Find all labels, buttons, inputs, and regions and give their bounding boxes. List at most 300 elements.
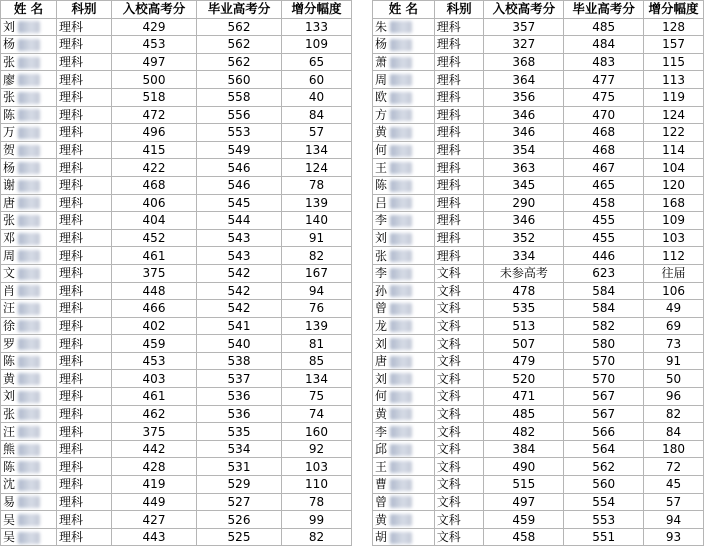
- table-row: [1, 141, 352, 159]
- entry-score-cell: [484, 493, 564, 511]
- grad-score-cell: [197, 335, 282, 353]
- name-cell: [1, 247, 57, 265]
- name-cell: [1, 212, 57, 230]
- name-cell: [1, 317, 57, 335]
- redacted-name-blur: [390, 320, 412, 332]
- entry-score-cell: [112, 511, 197, 529]
- grad-score-cell: [564, 405, 644, 423]
- entry-score-cell-text: 459: [512, 512, 536, 527]
- gain-cell: [282, 388, 352, 406]
- redacted-name-blur: [390, 356, 412, 368]
- grad-score-cell: [564, 440, 644, 458]
- name-cell-text: 萧: [375, 55, 388, 70]
- name-cell-text: 黄: [375, 406, 388, 421]
- entry-score-cell-text: 384: [512, 442, 536, 457]
- subject-cell: [57, 159, 112, 177]
- gain-cell-text: 168: [662, 195, 685, 210]
- redacted-name-blur: [390, 338, 412, 350]
- redacted-name-blur: [18, 145, 40, 157]
- grad-score-cell: [197, 423, 282, 441]
- grad-score-cell-text: 584: [592, 283, 616, 298]
- gain-cell: [644, 159, 704, 177]
- table-row: [373, 370, 704, 388]
- subject-cell: [434, 176, 484, 194]
- entry-score-cell: [484, 194, 564, 212]
- entry-score-cell-text: 515: [512, 477, 536, 492]
- grad-score-cell: [197, 511, 282, 529]
- subject-cell: [57, 493, 112, 511]
- header-entry-score: 入校高考分: [112, 1, 197, 19]
- entry-score-cell: [112, 317, 197, 335]
- entry-score-cell-text: 496: [142, 125, 166, 140]
- subject-cell: [434, 476, 484, 494]
- name-cell-text: 肖: [3, 283, 16, 298]
- entry-score-cell-text: 443: [142, 530, 166, 545]
- entry-score-cell: [484, 229, 564, 247]
- subject-cell: [57, 511, 112, 529]
- redacted-name-blur: [390, 57, 412, 69]
- name-cell: [373, 264, 435, 282]
- subject-cell: [57, 71, 112, 89]
- grad-score-cell-text: 546: [227, 160, 251, 175]
- gain-cell: [644, 124, 704, 142]
- redacted-name-blur: [390, 496, 412, 508]
- grad-score-cell-text: 623: [592, 266, 616, 281]
- subject-cell-text: 文科: [436, 283, 461, 298]
- subject-cell: [434, 370, 484, 388]
- name-cell-text: 孙: [375, 283, 388, 298]
- name-cell: [373, 352, 435, 370]
- entry-score-cell-text: 346: [512, 107, 536, 122]
- grad-score-cell: [197, 528, 282, 546]
- header-subject: 科别: [57, 1, 112, 19]
- entry-score-cell-text: 448: [142, 283, 166, 298]
- name-cell: [1, 300, 57, 318]
- name-cell: [373, 18, 435, 36]
- subject-cell-text: 理科: [59, 283, 84, 298]
- name-cell: [373, 53, 435, 71]
- name-cell: [1, 352, 57, 370]
- grad-score-cell: [197, 212, 282, 230]
- subject-cell-text: 理科: [59, 266, 84, 281]
- redacted-name-blur: [390, 444, 412, 456]
- grad-score-cell: [197, 53, 282, 71]
- grad-score-cell-text: 567: [592, 406, 616, 421]
- name-cell: [373, 71, 435, 89]
- gain-cell: [644, 388, 704, 406]
- table-row: [1, 159, 352, 177]
- redacted-name-blur: [18, 268, 40, 280]
- subject-cell-text: 文科: [436, 459, 461, 474]
- subject-cell: [57, 36, 112, 54]
- grad-score-cell-text: 527: [227, 494, 251, 509]
- subject-cell: [434, 194, 484, 212]
- grad-score-cell-text: 564: [592, 442, 616, 457]
- grad-score-cell-text: 553: [227, 125, 251, 140]
- entry-score-cell: [484, 159, 564, 177]
- gain-cell-text: 180: [662, 442, 685, 457]
- entry-score-cell-text: 518: [142, 90, 166, 105]
- name-cell: [373, 194, 435, 212]
- name-cell-text: 何: [375, 389, 388, 404]
- entry-score-cell-text: 427: [142, 512, 166, 527]
- gain-cell-text: 134: [305, 143, 328, 158]
- entry-score-cell: [112, 282, 197, 300]
- redacted-name-blur: [390, 408, 412, 420]
- entry-score-cell: [484, 124, 564, 142]
- table-row: [1, 528, 352, 546]
- gain-cell-text: 82: [308, 248, 325, 263]
- gain-cell: [644, 370, 704, 388]
- grad-score-cell-text: 468: [592, 125, 616, 140]
- gain-cell: [644, 71, 704, 89]
- gain-cell-text: 75: [308, 389, 325, 404]
- grad-score-cell-text: 562: [227, 19, 251, 34]
- name-cell: [373, 247, 435, 265]
- entry-score-cell: [112, 247, 197, 265]
- grad-score-cell-text: 543: [227, 248, 251, 263]
- name-cell-text: 张: [3, 406, 16, 421]
- name-cell-text: 张: [3, 213, 16, 228]
- entry-score-cell-text: 422: [142, 160, 166, 175]
- entry-score-cell-text: 428: [142, 459, 166, 474]
- name-cell: [373, 106, 435, 124]
- subject-cell: [57, 247, 112, 265]
- entry-score-cell-text: 375: [142, 424, 166, 439]
- gain-cell: [644, 212, 704, 230]
- grad-score-cell-text: 542: [227, 283, 251, 298]
- gain-cell-text: 69: [665, 318, 682, 333]
- subject-cell: [57, 106, 112, 124]
- subject-cell: [57, 405, 112, 423]
- gain-cell-text: 73: [665, 336, 682, 351]
- redacted-name-blur: [18, 57, 40, 69]
- redacted-name-blur: [390, 532, 412, 544]
- gain-cell: [282, 88, 352, 106]
- subject-cell-text: 理科: [59, 530, 84, 545]
- gain-cell: [644, 458, 704, 476]
- gain-cell: [282, 36, 352, 54]
- grad-score-cell-text: 526: [227, 512, 251, 527]
- redacted-name-blur: [18, 461, 40, 473]
- redacted-name-blur: [18, 109, 40, 121]
- entry-score-cell: [484, 141, 564, 159]
- grad-score-cell: [197, 300, 282, 318]
- subject-cell: [57, 194, 112, 212]
- name-cell-text: 周: [375, 72, 388, 87]
- redacted-name-blur: [18, 320, 40, 332]
- name-cell-text: 曾: [375, 494, 388, 509]
- subject-cell: [434, 88, 484, 106]
- name-cell: [1, 88, 57, 106]
- gain-cell: [644, 194, 704, 212]
- table-row: [373, 511, 704, 529]
- subject-cell-text: 文科: [436, 336, 461, 351]
- name-cell: [1, 388, 57, 406]
- grad-score-cell: [564, 458, 644, 476]
- redacted-name-blur: [18, 496, 40, 508]
- gain-cell-text: 45: [665, 477, 682, 492]
- redacted-name-blur: [390, 391, 412, 403]
- subject-cell-text: 理科: [436, 55, 461, 70]
- gain-cell-text: 114: [662, 143, 685, 158]
- subject-cell: [434, 352, 484, 370]
- entry-score-cell-text: 375: [142, 266, 166, 281]
- header-name: 姓 名: [373, 1, 435, 19]
- subject-cell-text: 理科: [59, 477, 84, 492]
- grad-score-cell: [197, 106, 282, 124]
- redacted-name-blur: [390, 303, 412, 315]
- entry-score-cell-text: 363: [512, 160, 536, 175]
- gain-cell: [282, 53, 352, 71]
- subject-cell: [57, 388, 112, 406]
- gain-cell-text: 99: [308, 512, 325, 527]
- subject-cell-text: 理科: [59, 424, 84, 439]
- grad-score-cell: [197, 176, 282, 194]
- entry-score-cell: [484, 476, 564, 494]
- redacted-name-blur: [18, 514, 40, 526]
- grad-score-cell: [197, 317, 282, 335]
- subject-cell-text: 理科: [59, 494, 84, 509]
- name-cell: [373, 493, 435, 511]
- table-row: [373, 458, 704, 476]
- subject-cell: [57, 176, 112, 194]
- grad-score-cell-text: 553: [592, 512, 616, 527]
- entry-score-cell-text: 462: [142, 406, 166, 421]
- name-cell: [1, 335, 57, 353]
- subject-cell-text: 理科: [436, 178, 461, 193]
- name-cell-text: 刘: [3, 19, 16, 34]
- subject-cell-text: 理科: [436, 19, 461, 34]
- gain-cell-text: 104: [662, 160, 685, 175]
- table-gap: [352, 0, 372, 530]
- subject-cell-text: 理科: [59, 213, 84, 228]
- entry-score-cell: [112, 264, 197, 282]
- grad-score-cell-text: 536: [227, 406, 251, 421]
- entry-score-cell: [112, 194, 197, 212]
- gain-cell: [282, 229, 352, 247]
- grad-score-cell: [564, 528, 644, 546]
- grad-score-cell: [197, 458, 282, 476]
- grad-score-cell: [564, 476, 644, 494]
- name-cell-text: 易: [3, 494, 16, 509]
- gain-cell: [644, 88, 704, 106]
- name-cell-text: 陈: [3, 107, 16, 122]
- name-cell-text: 邱: [375, 442, 388, 457]
- gain-cell: [282, 159, 352, 177]
- subject-cell-text: 理科: [436, 195, 461, 210]
- grad-score-cell: [197, 18, 282, 36]
- redacted-name-blur: [390, 285, 412, 297]
- entry-score-cell: [484, 71, 564, 89]
- entry-score-cell: [484, 264, 564, 282]
- name-cell-text: 欧: [375, 90, 388, 105]
- grad-score-cell: [197, 71, 282, 89]
- header-name: 姓 名: [1, 1, 57, 19]
- grad-score-cell-text: 534: [227, 442, 251, 457]
- name-cell: [373, 528, 435, 546]
- subject-cell: [57, 352, 112, 370]
- grad-score-cell: [197, 493, 282, 511]
- header-subject: 科别: [434, 1, 484, 19]
- subject-cell: [57, 440, 112, 458]
- redacted-name-blur: [390, 514, 412, 526]
- subject-cell: [57, 335, 112, 353]
- grad-score-cell-text: 542: [227, 266, 251, 281]
- entry-score-cell-text: 513: [512, 318, 536, 333]
- subject-cell: [434, 247, 484, 265]
- entry-score-cell: [484, 106, 564, 124]
- redacted-name-blur: [390, 197, 412, 209]
- subject-cell-text: 理科: [59, 55, 84, 70]
- gain-cell: [282, 352, 352, 370]
- gain-cell-text: 94: [665, 512, 682, 527]
- subject-cell-text: 文科: [436, 389, 461, 404]
- gain-cell-text: 74: [308, 406, 325, 421]
- redacted-name-blur: [390, 74, 412, 86]
- entry-score-cell-text: 419: [142, 477, 166, 492]
- subject-cell: [434, 18, 484, 36]
- name-cell: [373, 229, 435, 247]
- subject-cell-text: 理科: [436, 37, 461, 52]
- table-row: [1, 440, 352, 458]
- subject-cell: [434, 71, 484, 89]
- gain-cell-text: 110: [305, 477, 328, 492]
- table-row: [373, 141, 704, 159]
- entry-score-cell-text: 368: [512, 55, 536, 70]
- subject-cell: [434, 423, 484, 441]
- name-cell: [1, 194, 57, 212]
- entry-score-cell: [112, 71, 197, 89]
- grad-score-cell: [564, 159, 644, 177]
- entry-score-cell: [112, 440, 197, 458]
- subject-cell: [434, 458, 484, 476]
- grad-score-cell-text: 537: [227, 371, 251, 386]
- grad-score-cell: [197, 124, 282, 142]
- entry-score-cell: [112, 53, 197, 71]
- gain-cell: [644, 476, 704, 494]
- gain-cell-text: 103: [662, 231, 685, 246]
- gain-cell-text: 134: [305, 371, 328, 386]
- name-cell: [373, 388, 435, 406]
- name-cell: [373, 124, 435, 142]
- table-row: [1, 423, 352, 441]
- name-cell: [1, 159, 57, 177]
- gain-cell: [644, 247, 704, 265]
- subject-cell-text: 文科: [436, 442, 461, 457]
- name-cell-text: 龙: [375, 318, 388, 333]
- name-cell: [373, 212, 435, 230]
- table-row: [373, 335, 704, 353]
- name-cell: [373, 141, 435, 159]
- table-row: [373, 229, 704, 247]
- subject-cell: [434, 141, 484, 159]
- name-cell: [1, 458, 57, 476]
- name-cell-text: 朱: [375, 19, 388, 34]
- name-cell-text: 吕: [375, 195, 388, 210]
- table-row: [1, 458, 352, 476]
- grad-score-cell: [564, 124, 644, 142]
- gain-cell: [282, 247, 352, 265]
- table-row: [1, 493, 352, 511]
- entry-score-cell: [112, 335, 197, 353]
- header-entry-score: 入校高考分: [484, 1, 564, 19]
- entry-score-cell: [112, 124, 197, 142]
- gain-cell-text: 40: [308, 90, 325, 105]
- name-cell: [1, 53, 57, 71]
- redacted-name-blur: [390, 373, 412, 385]
- name-cell: [1, 405, 57, 423]
- entry-score-cell: [484, 388, 564, 406]
- entry-score-cell-text: 452: [142, 231, 166, 246]
- table-row: [373, 405, 704, 423]
- subject-cell-text: 文科: [436, 494, 461, 509]
- name-cell-text: 吴: [3, 530, 16, 545]
- entry-score-cell: [112, 352, 197, 370]
- entry-score-cell-text: 535: [512, 301, 536, 316]
- entry-score-cell-text: 461: [142, 248, 166, 263]
- grad-score-cell: [564, 106, 644, 124]
- gain-cell-text: 167: [305, 266, 328, 281]
- grad-score-cell-text: 549: [227, 143, 251, 158]
- entry-score-cell-text: 346: [512, 213, 536, 228]
- gain-cell-text: 124: [662, 107, 685, 122]
- grad-score-cell-text: 562: [227, 55, 251, 70]
- gain-cell: [282, 141, 352, 159]
- grad-score-cell-text: 470: [592, 107, 616, 122]
- gain-cell-text: 160: [305, 424, 328, 439]
- header-row: [373, 1, 704, 19]
- gain-cell-text: 78: [308, 494, 325, 509]
- header-grad-score: 毕业高考分: [564, 1, 644, 19]
- grad-score-cell-text: 566: [592, 424, 616, 439]
- entry-score-cell-text: 345: [512, 178, 536, 193]
- table-row: [373, 194, 704, 212]
- subject-cell-text: 理科: [59, 459, 84, 474]
- redacted-name-blur: [390, 250, 412, 262]
- entry-score-cell-text: 406: [142, 195, 166, 210]
- grad-score-cell-text: 560: [227, 72, 251, 87]
- subject-cell: [57, 282, 112, 300]
- grad-score-cell: [564, 141, 644, 159]
- name-cell: [373, 317, 435, 335]
- gain-cell-text: 96: [665, 389, 682, 404]
- name-cell-text: 李: [375, 213, 388, 228]
- table-row: [1, 511, 352, 529]
- table-row: [373, 212, 704, 230]
- gain-cell-text: 157: [662, 37, 685, 52]
- name-cell: [373, 405, 435, 423]
- redacted-name-blur: [390, 162, 412, 174]
- table-row: [373, 159, 704, 177]
- name-cell: [373, 335, 435, 353]
- grad-score-cell: [197, 388, 282, 406]
- name-cell-text: 汪: [3, 424, 16, 439]
- redacted-name-blur: [18, 373, 40, 385]
- entry-score-cell-text: 497: [142, 55, 166, 70]
- entry-score-cell-text: 352: [512, 231, 536, 246]
- entry-score-cell-text: 364: [512, 72, 536, 87]
- subject-cell-text: 理科: [59, 354, 84, 369]
- table-row: [373, 124, 704, 142]
- gain-cell-text: 60: [308, 72, 325, 87]
- grad-score-cell: [564, 388, 644, 406]
- name-cell-text: 胡: [375, 530, 388, 545]
- entry-score-cell: [484, 247, 564, 265]
- entry-score-cell-text: 479: [512, 354, 536, 369]
- entry-score-cell: [484, 405, 564, 423]
- grad-score-cell-text: 455: [592, 231, 616, 246]
